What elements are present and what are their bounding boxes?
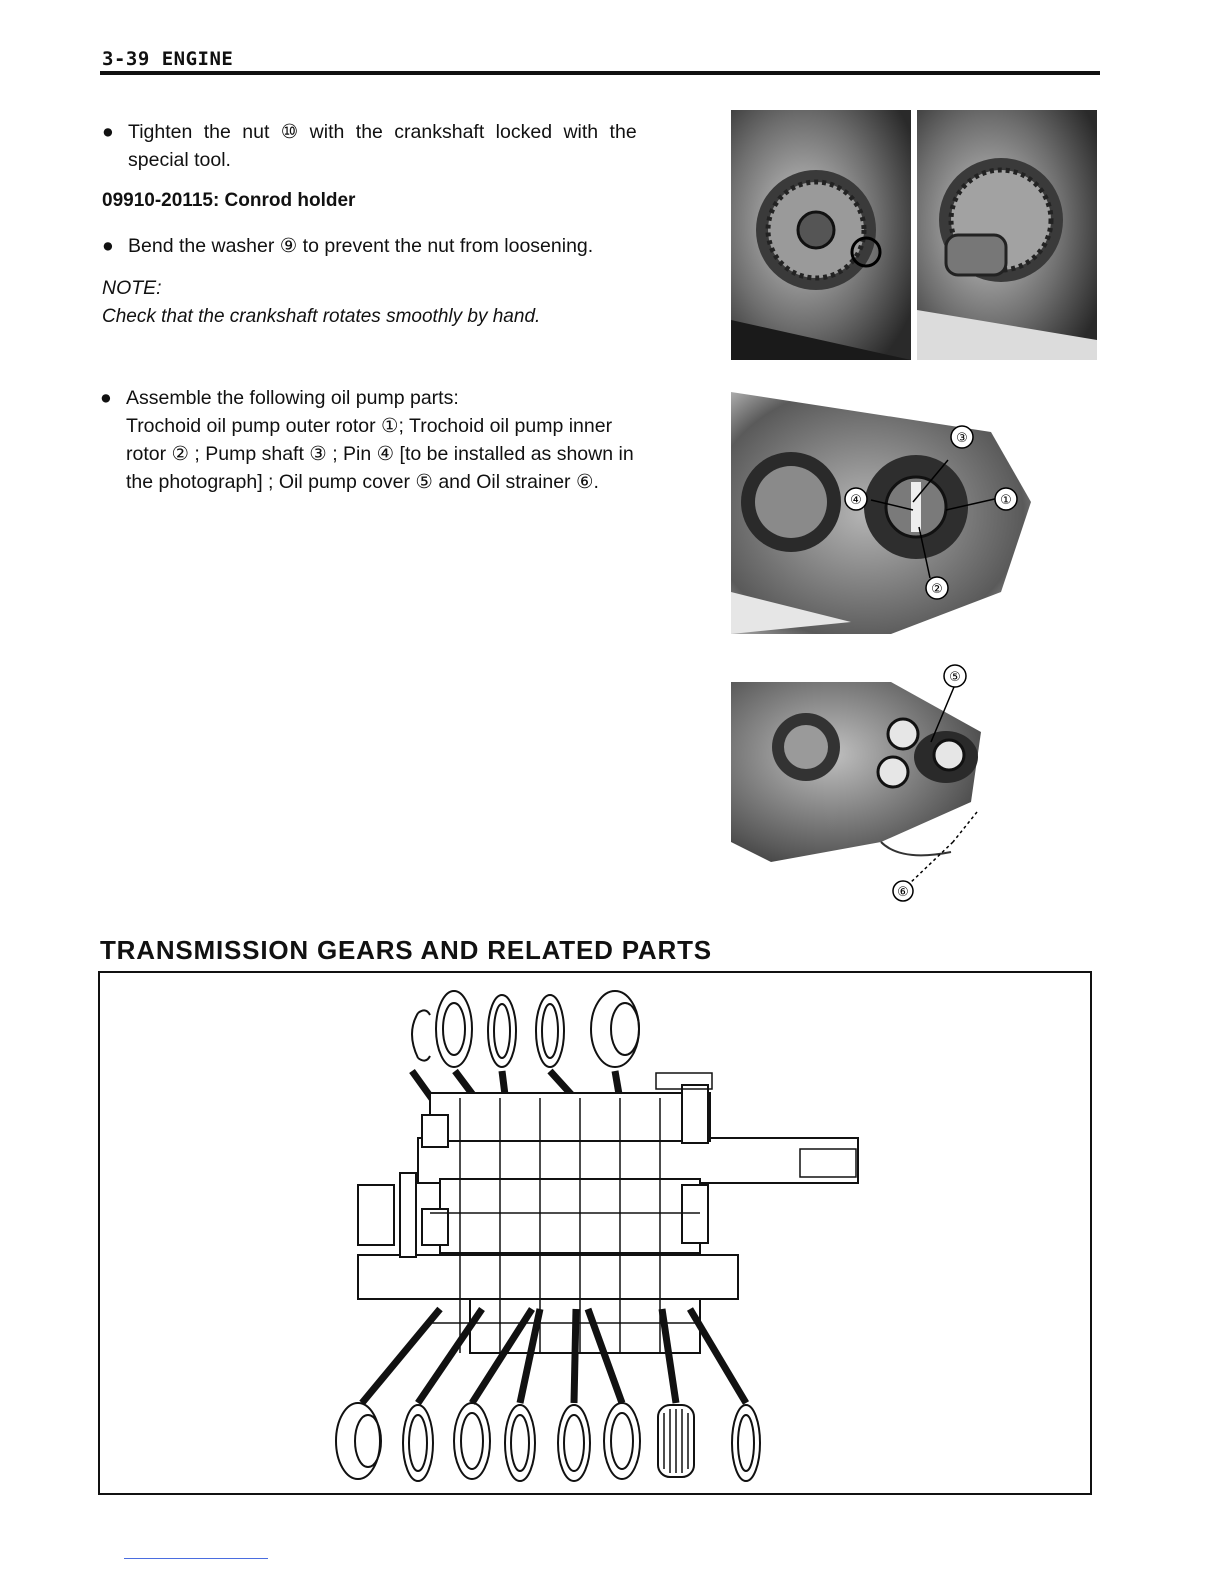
oil-pump-line4: the photograph] ; Oil pump cover ⑤ and Oil strainer ⑥. bbox=[126, 471, 599, 493]
callout-2: ② bbox=[931, 582, 943, 597]
oil-pump-line1: Assemble the following oil pump parts: bbox=[126, 387, 459, 409]
bullet-dot: ● bbox=[102, 235, 114, 257]
special-tool-number: 09910-20115: Conrod holder bbox=[102, 190, 356, 211]
callout-5: ⑤ bbox=[949, 670, 961, 685]
bullet-dot: ● bbox=[102, 121, 114, 143]
bushing-top-5 bbox=[591, 991, 639, 1067]
washer-bottom-8 bbox=[732, 1405, 760, 1481]
footer-link-line bbox=[124, 1558, 268, 1559]
oil-pump-line2: Trochoid oil pump outer rotor ①; Trochoid oil pump inner bbox=[126, 415, 613, 437]
circlip-bottom-5 bbox=[558, 1405, 590, 1481]
header-rule bbox=[100, 71, 1100, 75]
callout-3: ③ bbox=[956, 431, 968, 446]
circlip-bottom-4 bbox=[505, 1405, 535, 1481]
page-header bbox=[100, 46, 1100, 74]
bullet-text-line2: special tool. bbox=[128, 149, 231, 171]
transmission-drawing bbox=[100, 973, 1090, 1493]
page-reference: 3-39 ENGINE bbox=[102, 48, 234, 70]
oil-pump-rotor-photo bbox=[731, 392, 1031, 634]
bullet-tighten-nut bbox=[102, 118, 702, 178]
oil-pump-line3: rotor ② ; Pump shaft ③ ; Pin ④ [to be installed as shown in bbox=[126, 443, 634, 465]
circlip-top-3 bbox=[488, 995, 516, 1067]
callout-6: ⑥ bbox=[897, 885, 909, 900]
bushing-bottom-1 bbox=[336, 1403, 380, 1479]
crankshaft-gear-photo bbox=[731, 110, 1097, 360]
note-heading: NOTE: bbox=[102, 277, 162, 299]
circlip-top-1 bbox=[412, 1010, 430, 1060]
section-title: TRANSMISSION GEARS AND RELATED PARTS bbox=[100, 935, 712, 965]
bullet-text: Bend the washer ⑨ to prevent the nut from loosening. bbox=[128, 235, 594, 257]
circlip-top-4 bbox=[536, 995, 564, 1067]
transmission-diagram bbox=[98, 971, 1092, 1495]
bullet-bend-washer bbox=[102, 232, 702, 262]
note-body: Check that the crankshaft rotates smoothly by hand. bbox=[102, 306, 541, 327]
oil-pump-cover-photo bbox=[731, 662, 991, 902]
countershaft bbox=[418, 1138, 858, 1183]
bullet-dot: ● bbox=[100, 387, 112, 409]
bullet-text-line1: Tighten the nut ⑩ with the crankshaft locked with the bbox=[128, 121, 637, 143]
bullet-oil-pump-assembly bbox=[100, 384, 710, 499]
washer-bottom-6 bbox=[604, 1403, 640, 1479]
washer-bottom-3 bbox=[454, 1403, 490, 1479]
driveshaft bbox=[358, 1255, 738, 1299]
callout-1: ① bbox=[1000, 493, 1012, 508]
callout-4: ④ bbox=[850, 493, 862, 508]
circlip-bottom-2 bbox=[403, 1405, 433, 1481]
